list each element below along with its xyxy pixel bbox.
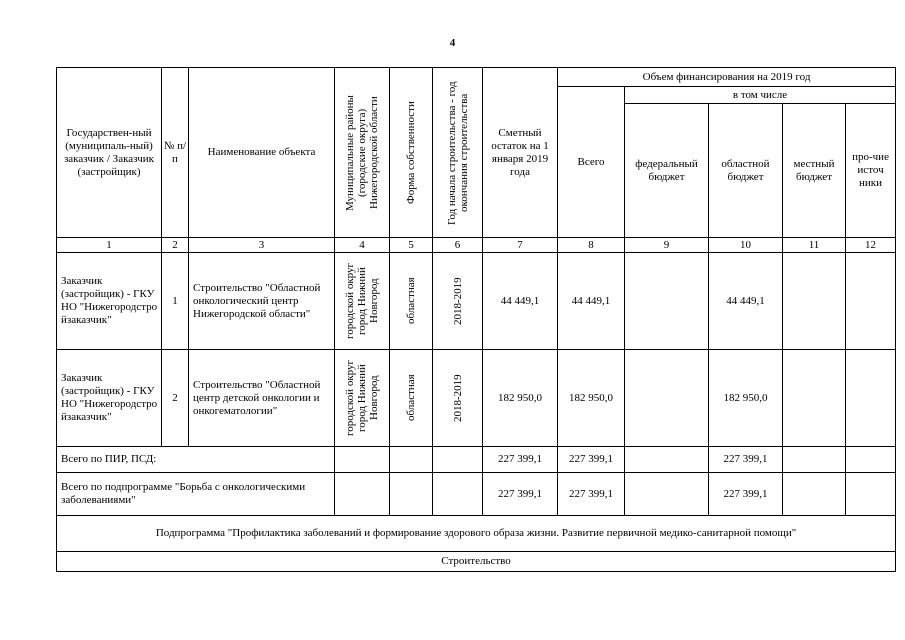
row-district-text: городской округ город Нижний Новгород [344,262,380,340]
column-number: 9 [625,238,709,253]
row-local [783,350,846,447]
row-object-name: Строительство "Областной онкологический центр Нижегородской области" [189,253,335,350]
header-funding-volume: Объем финансирования на 2019 год [558,68,896,87]
total-pir-label: Всего по ПИР, ПСД: [57,447,335,473]
row-federal [625,253,709,350]
column-number: 3 [189,238,335,253]
row-num: 1 [162,253,189,350]
header-remaining: Сметный остаток на 1 января 2019 года [483,68,558,238]
row-years-text: 2018-2019 [451,277,464,325]
column-number: 2 [162,238,189,253]
header-regional: областной бюджет [709,104,783,238]
header-years-text: Год начала строительства - год окончания строительства [445,80,470,225]
column-number: 11 [783,238,846,253]
row-ownership-text: областная [405,374,417,422]
row-regional: 182 950,0 [709,350,783,447]
row-total: 44 449,1 [558,253,625,350]
total-subprogram-total: 227 399,1 [558,473,625,516]
page-number: 4 [449,37,456,49]
row-district [335,350,390,447]
table-row [57,350,896,447]
total-pir-total: 227 399,1 [558,447,625,473]
total-subprogram-remaining: 227 399,1 [483,473,558,516]
row-object-name: Строительство "Областной центр детской онкологии и онкогематологии" [189,350,335,447]
row-remaining: 44 449,1 [483,253,558,350]
header-years [433,68,483,238]
row-ownership [390,350,433,447]
header-total: Всего [558,87,625,238]
header-other: про-чие источ ники [846,104,896,238]
column-number: 8 [558,238,625,253]
header-including: в том числе [625,87,896,104]
header-ownership-text: Форма собственности [405,101,417,204]
header-local: местный бюджет [783,104,846,238]
row-local [783,253,846,350]
column-number: 5 [390,238,433,253]
row-district-text: городской округ город Нижний Новгород [344,359,380,437]
column-number: 12 [846,238,896,253]
total-subprogram-row [57,473,896,516]
subprogram-title: Подпрограмма "Профилактика заболеваний и формирование здорового образа жизни. Развитие первичной медико-санитарной помощи" [57,516,896,552]
header-districts-text: Муниципальные районы (городские округа) Нижегородской области [344,94,380,211]
total-pir-regional: 227 399,1 [709,447,783,473]
row-federal [625,350,709,447]
total-pir-row [57,447,896,473]
column-number: 4 [335,238,390,253]
row-years [433,350,483,447]
row-other [846,350,896,447]
row-ownership-text: областная [405,277,417,325]
header-ownership [390,68,433,238]
section-title: Строительство [57,552,896,572]
total-subprogram-label: Всего по подпрограмме "Борьба с онкологическими заболеваниями" [57,473,335,516]
row-remaining: 182 950,0 [483,350,558,447]
column-number: 7 [483,238,558,253]
row-num: 2 [162,350,189,447]
header-customer: Государствен-ный (муниципаль-ный) заказчик / Заказчик (застройщик) [57,68,162,238]
row-customer: Заказчик (застройщик) - ГКУ НО "Нижегородстро йзаказчик" [57,350,162,447]
total-subprogram-regional: 227 399,1 [709,473,783,516]
row-ownership [390,253,433,350]
header-num: № п/п [162,68,189,238]
column-number: 6 [433,238,483,253]
row-district [335,253,390,350]
row-total: 182 950,0 [558,350,625,447]
header-federal: федеральный бюджет [625,104,709,238]
table-row [57,253,896,350]
header-object-name: Наименование объекта [189,68,335,238]
row-regional: 44 449,1 [709,253,783,350]
header-districts [335,68,390,238]
financing-table [56,67,896,572]
row-years-text: 2018-2019 [451,374,464,422]
row-years [433,253,483,350]
row-other [846,253,896,350]
row-customer: Заказчик (застройщик) - ГКУ НО "Нижегородстро йзаказчик" [57,253,162,350]
column-number: 1 [57,238,162,253]
column-number: 10 [709,238,783,253]
total-pir-remaining: 227 399,1 [483,447,558,473]
